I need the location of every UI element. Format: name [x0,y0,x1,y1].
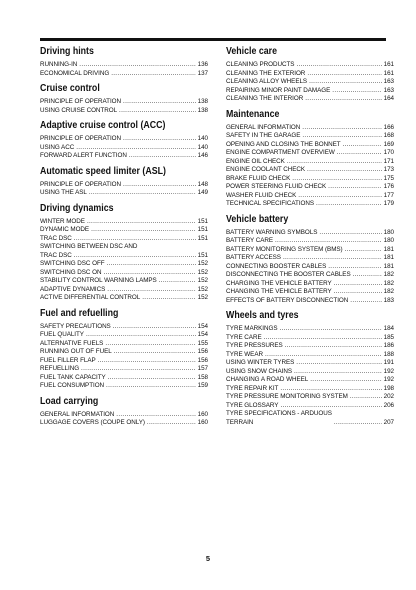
dot-leader [79,61,195,70]
dot-leader [86,331,196,340]
toc-entry-title: TYRE MARKINGS [226,325,278,332]
toc-entry-page: 136 [197,61,208,68]
toc-entry[interactable] [40,70,208,79]
toc-entry-title: BATTERY MONITORING SYSTEM (BMS) [226,245,343,253]
toc-entry-page: 168 [383,132,394,139]
dot-leader [119,107,196,116]
toc-entry-title: EFFECTS OF BATTERY DISCONNECTION [226,296,349,304]
dot-leader [74,252,196,261]
toc-entry[interactable] [40,235,208,244]
toc-entry-title: REPAIRING MINOR PAINT DAMAGE [226,86,331,94]
dot-leader [76,144,195,153]
section-title: Vehicle care [226,46,277,57]
dot-leader [106,382,196,391]
toc-entry-page: 148 [197,180,208,188]
toc-entry-title: BATTERY CARE [226,237,273,244]
toc-entry-page: 176 [383,183,394,190]
toc-entry-page: 159 [197,382,208,389]
toc-entry[interactable] [226,325,394,334]
dot-leader [114,348,196,357]
toc-entry-page: 192 [383,367,394,375]
dot-leader [123,135,196,144]
toc-entry[interactable] [226,254,394,263]
toc-entry[interactable] [40,374,208,383]
toc-entry-title: USING ACC [40,143,75,151]
dot-leader [103,269,195,278]
toc-entry[interactable] [226,288,394,297]
dot-leader [298,192,381,201]
toc-entry[interactable] [40,357,208,366]
dot-leader [309,78,382,87]
toc-entry-page: 137 [197,69,208,77]
toc-entry-title: ENGINE COOLANT CHECK [226,166,306,173]
toc-entry-page: 184 [383,325,394,332]
toc-entry-title: TRAC DSC [40,234,72,242]
toc-entry-title: CHANGING THE VEHICLE BATTERY [226,288,332,295]
toc-entry-title: LUGGAGE COVERS (COUPE ONLY) [40,419,145,426]
toc-entry[interactable] [226,61,394,70]
dot-leader [123,98,196,107]
dot-leader [302,132,381,141]
toc-section-vehicle-battery [226,214,394,306]
toc-entry-page: 152 [197,285,208,293]
toc-entry[interactable] [226,393,394,402]
toc-entry[interactable] [226,402,394,411]
dot-leader [294,368,382,377]
toc-entry-title: PRINCIPLE OF OPERATION [40,180,122,188]
toc-section-adaptive-cruise-control-acc [40,120,208,161]
dot-leader [328,183,381,192]
toc-entry-title: TYRE GLOSSARY [226,401,279,409]
toc-entry[interactable] [226,78,394,87]
toc-section-driving-hints [40,46,208,78]
dot-leader [316,200,382,209]
toc-entry[interactable] [226,280,394,289]
toc-entry[interactable] [40,348,208,357]
toc-entry[interactable] [40,269,208,278]
toc-entry-page: 138 [197,106,208,114]
toc-entry-page: 207 [383,418,394,426]
toc-entry-page: 185 [383,333,394,341]
toc-entry-page: 152 [197,277,208,284]
dot-leader [334,419,382,428]
toc-entry[interactable] [226,246,394,255]
dot-leader [108,374,196,383]
toc-entry-title: TRAC DSC [40,251,72,259]
toc-entry[interactable] [40,181,208,190]
toc-entry-title: ENGINE OIL CHECK [226,157,285,165]
toc-entry-page: 151 [197,226,208,233]
toc-entry[interactable] [226,132,394,141]
toc-entry-page: 206 [383,401,394,409]
toc-entry-page: 182 [383,279,394,287]
toc-entry[interactable] [226,297,394,306]
toc-entry-page: 146 [197,152,208,159]
section-title: Load carrying [40,395,99,407]
toc-entry-page: 149 [197,189,208,196]
toc-entry-title: FUEL TANK CAPACITY [40,373,106,381]
toc-entry-title: ALTERNATIVE FUELS [40,339,104,347]
dot-leader [353,271,382,280]
toc-entry-page: 171 [383,157,394,165]
toc-entry[interactable] [226,183,394,192]
toc-entry-title: FUEL FILLER FLAP [40,356,96,364]
toc-entry-page: 173 [383,166,394,173]
toc-entry-page: 157 [197,365,208,372]
toc-entry-title: DISCONNECTING THE BOOSTER CABLES [226,271,351,278]
toc-entry-page: 160 [197,410,208,418]
toc-entry-title: BRAKE FLUID CHECK [226,174,291,182]
toc-entry-title: SAFETY PRECAUTIONS [40,322,111,330]
toc-entry[interactable] [40,340,208,349]
toc-entry-page: 175 [383,174,394,182]
dot-leader [142,294,195,303]
toc-entry[interactable] [40,252,208,261]
dot-leader [81,365,196,374]
toc-entry-title: CLEANING THE INTERIOR [226,95,304,102]
toc-entry-page: 154 [197,322,208,330]
toc-entry[interactable] [226,229,394,238]
toc-entry-title: TECHNICAL SPECIFICATIONS [226,200,315,207]
dot-leader [147,419,196,428]
toc-entry-page: 151 [197,251,208,259]
dot-leader [107,260,196,269]
toc-entry[interactable] [40,419,208,428]
dot-leader [350,297,381,306]
dot-leader [307,166,382,175]
toc-entry-title: CHARGING THE VEHICLE BATTERY [226,279,332,287]
toc-entry-page: 182 [383,288,394,295]
dot-leader [98,357,196,366]
toc-section-automatic-speed-limiter-asl [40,166,208,198]
toc-entry-page: 152 [197,268,208,276]
dot-leader [89,189,196,198]
toc-entry-title: WASHER FLUID CHECK [226,191,297,199]
toc-entry[interactable] [40,152,208,161]
toc-entry-title: DYNAMIC MODE [40,226,90,233]
toc-entry-page: 152 [197,260,208,267]
toc-entry-page: 186 [383,342,394,349]
toc-entry-page: 179 [383,200,394,207]
toc-entry-title: CONNECTING BOOSTER CABLES [226,262,327,270]
toc-entry[interactable] [226,351,394,360]
toc-entry[interactable] [40,218,208,227]
toc-entry[interactable] [226,87,394,96]
dot-leader [74,235,196,244]
toc-entry-title: USING WINTER TYRES [226,359,295,366]
toc-entry-page: 140 [197,143,208,151]
dot-leader [292,175,381,184]
toc-entry-page: 161 [383,61,394,68]
dot-leader [116,411,195,420]
toc-entry-page: 188 [383,350,394,358]
dot-leader [305,95,381,104]
dot-leader [91,226,196,235]
toc-section-load-carrying [40,396,208,428]
toc-entry-page: 180 [383,228,394,236]
toc-section-driving-dynamics [40,203,208,303]
toc-entry-title: BATTERY WARNING SYMBOLS [226,228,318,236]
toc-section-vehicle-care [226,46,394,104]
toc-entry-page: 151 [197,217,208,225]
dot-leader [337,149,382,158]
toc-entry[interactable] [40,226,208,235]
toc-entry-title: CLEANING PRODUCTS [226,61,295,68]
toc-entry-page: 161 [383,69,394,77]
toc-entry[interactable] [40,323,208,332]
toc-entry[interactable] [226,385,394,394]
toc-entry-title: TYRE SPECIFICATIONS - ARDUOUS TERRAIN [226,410,332,426]
toc-entry-title: USING CRUISE CONTROL [40,106,118,114]
toc-right-column [226,46,394,427]
toc-entry-title: ADAPTIVE DYNAMICS [40,285,106,293]
dot-leader [159,277,196,286]
dot-leader [296,359,381,368]
toc-entry-page: 156 [197,356,208,364]
toc-entry-page: 152 [197,294,208,301]
toc-entry-title: TYRE CARE [226,333,262,341]
page-number: 5 [205,554,211,563]
toc-section-cruise-control [40,83,208,115]
toc-entry-page: 156 [197,348,208,355]
dot-leader [105,340,195,349]
toc-entry-title: FUEL QUALITY [40,331,84,338]
toc-entry[interactable] [40,294,208,303]
toc-entry[interactable] [40,107,208,116]
dot-leader [265,351,382,360]
toc-entry[interactable] [40,243,208,252]
toc-entry[interactable] [226,141,394,150]
toc-entry-page: 182 [383,271,394,278]
dot-leader [334,280,382,289]
dot-leader [296,61,381,70]
toc-entry-page: 181 [383,245,394,253]
dot-leader [129,152,196,161]
toc-entry[interactable] [40,331,208,340]
section-title: Automatic speed limiter (ASL) [40,165,166,177]
toc-section-wheels-and-tyres [226,310,394,427]
section-title: Driving hints [40,46,94,57]
toc-entry-title: CHANGING A ROAD WHEEL [226,376,309,383]
toc-entry-title: FUEL CONSUMPTION [40,382,105,389]
dot-leader [107,286,195,295]
toc-entry-page: 177 [383,191,394,199]
toc-entry[interactable] [226,359,394,368]
toc-entry-page: 170 [383,149,394,156]
toc-entry-page: 169 [383,140,394,148]
toc-entry-title: TYRE WEAR [226,350,263,358]
toc-entry[interactable] [226,124,394,133]
toc-entry-title: SWITCHING BETWEEN DSC AND [40,243,138,250]
dot-leader [302,124,381,133]
dot-leader [283,254,382,263]
toc-entry-page: 192 [383,376,394,383]
toc-entry-page: 163 [383,86,394,94]
dot-leader [343,141,382,150]
toc-entry-title: ECONOMICAL DRIVING [40,69,110,77]
toc-entry-page: 155 [197,339,208,347]
toc-entry-page: 180 [383,237,394,244]
toc-entry[interactable] [40,365,208,374]
toc-entry-title: SWITCHING DSC ON [40,268,102,276]
toc-entry[interactable] [40,382,208,391]
toc-entry[interactable] [226,200,394,209]
toc-left-column [40,46,208,428]
toc-entry-page: 160 [197,419,208,426]
toc-entry-page: 158 [197,373,208,381]
toc-entry-title: SAFETY IN THE GARAGE [226,132,301,139]
toc-entry[interactable] [40,61,208,70]
dot-leader [285,342,382,351]
section-title: Fuel and refuelling [40,307,119,319]
toc-entry[interactable] [226,334,394,343]
toc-entry[interactable] [40,277,208,286]
toc-entry-page: 183 [383,296,394,304]
dot-leader [280,402,381,411]
toc-entry[interactable] [40,286,208,295]
toc-entry-page: 154 [197,331,208,338]
dot-leader [280,385,381,394]
toc-entry-title: USING SNOW CHAINS [226,367,292,375]
dot-leader [87,218,196,227]
dot-leader [350,393,382,402]
dot-leader [279,325,381,334]
toc-section-fuel-and-refuelling [40,308,208,391]
toc-entry-title: POWER STEERING FLUID CHECK [226,183,327,190]
dot-leader [113,323,196,332]
toc-entry[interactable] [226,175,394,184]
toc-section-maintenance [226,109,394,209]
toc-entry[interactable] [40,189,208,198]
toc-entry-title: PRINCIPLE OF OPERATION [40,98,122,105]
toc-entry-title: STABILITY CONTROL WARNING LAMPS [40,277,157,284]
dot-leader [319,229,381,238]
toc-entry[interactable] [226,368,394,377]
toc-entry[interactable] [226,263,394,272]
top-rule [40,38,386,41]
toc-entry-page: 198 [383,384,394,392]
dot-leader [307,70,381,79]
toc-entry[interactable] [226,237,394,246]
toc-entry-page: 164 [383,95,394,102]
toc-entry-title: RUNNING-IN [40,61,78,68]
section-title: Vehicle battery [226,213,289,225]
toc-entry-page: 202 [383,393,394,400]
toc-entry-title: TYRE PRESSURE MONITORING SYSTEM [226,393,348,400]
toc-entry-title: SWITCHING DSC OFF [40,260,105,267]
toc-entry-title: TYRE PRESSURES [226,342,283,349]
toc-entry-page: 163 [383,78,394,85]
toc-entry-title: WINTER MODE [40,217,85,225]
toc-entry-title: GENERAL INFORMATION [40,410,115,418]
toc-entry-title: ENGINE COMPARTMENT OVERVIEW [226,149,335,156]
dot-leader [332,87,381,96]
toc-entry-title: CLEANING ALLOY WHEELS [226,78,308,85]
toc-entry-title: REFUELLING [40,365,80,372]
toc-entry[interactable] [226,192,394,201]
dot-leader [345,246,382,255]
toc-entry-page: 191 [383,359,394,366]
toc-entry[interactable] [226,158,394,167]
toc-entry[interactable] [40,411,208,420]
toc-entry[interactable] [40,260,208,269]
section-title: Cruise control [40,83,100,94]
toc-entry[interactable] [226,149,394,158]
toc-entry-page: 181 [383,262,394,270]
toc-entry[interactable] [226,166,394,175]
dot-leader [111,70,195,79]
toc-entry[interactable] [226,271,394,280]
toc-entry-page: 181 [383,254,394,261]
toc-entry[interactable] [226,342,394,351]
toc-entry[interactable] [40,144,208,153]
dot-leader [275,237,382,246]
toc-entry-page: 138 [197,98,208,105]
section-title: Driving dynamics [40,202,114,214]
toc-entry[interactable] [40,98,208,107]
toc-entry-title: GENERAL INFORMATION [226,123,301,131]
toc-entry-page: 140 [197,135,208,142]
dot-leader [287,158,382,167]
section-title: Wheels and tyres [226,310,299,321]
dot-leader [123,181,196,190]
toc-entry[interactable] [226,376,394,385]
toc-entry-title: ACTIVE DIFFERENTIAL CONTROL [40,294,141,301]
toc-entry-title: BATTERY ACCESS [226,254,281,261]
toc-entry-page: 151 [197,234,208,242]
toc-entry-title: OPENING AND CLOSING THE BONNET [226,140,341,148]
toc-entry[interactable] [226,410,394,427]
toc-entry-title: FORWARD ALERT FUNCTION [40,152,127,159]
toc-entry[interactable] [40,135,208,144]
toc-entry[interactable] [226,95,394,104]
section-title: Maintenance [226,108,280,120]
toc-entry-title: USING THE ASL [40,189,87,196]
toc-entry-title: PRINCIPLE OF OPERATION [40,135,122,142]
toc-entry-title: TYRE REPAIR KIT [226,384,279,392]
section-title: Adaptive cruise control (ACC) [40,120,166,131]
toc-entry[interactable] [226,70,394,79]
toc-entry-title: RUNNING OUT OF FUEL [40,348,112,355]
dot-leader [310,376,381,385]
toc-entry-page: 166 [383,123,394,131]
dot-leader [264,334,382,343]
toc-entry-title: CLEANING THE EXTERIOR [226,69,306,77]
dot-leader [328,263,381,272]
dot-leader [334,288,382,297]
